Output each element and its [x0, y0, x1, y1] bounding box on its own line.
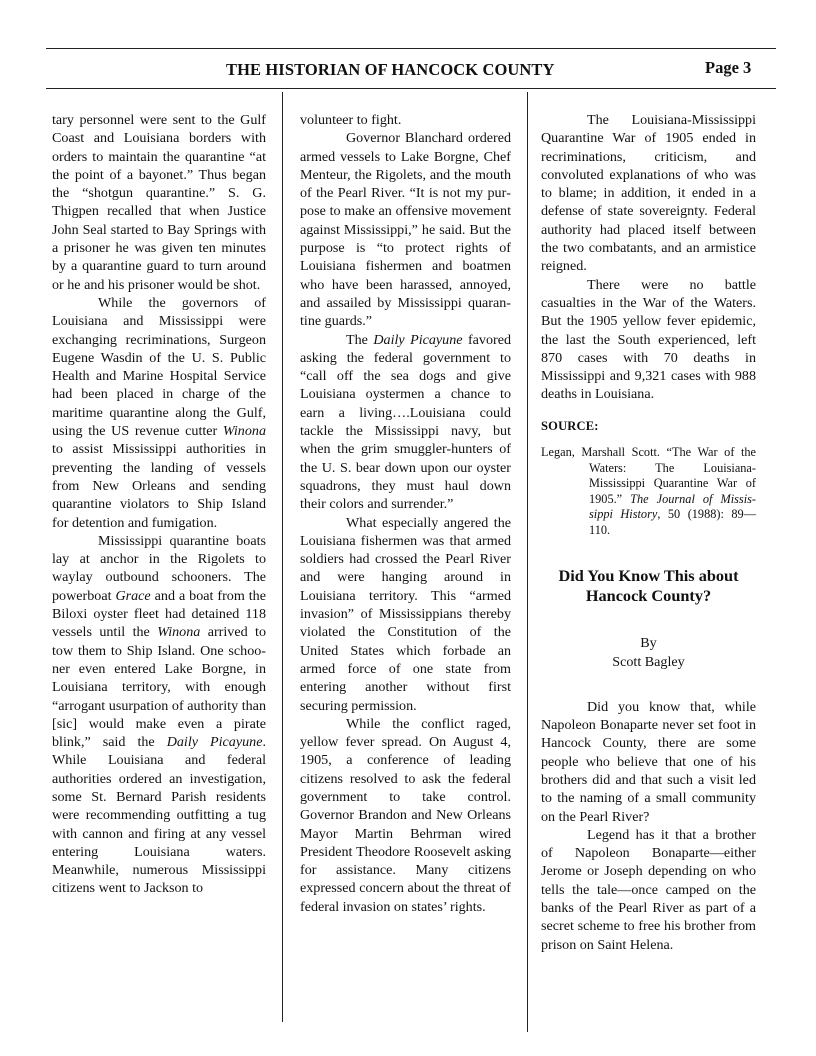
text-run: While the governors of Louisiana and Mississippi were exchanging recriminations, Surgeon Eugene Wasdin of the U. S. Public Health and Marine Hospital Service had been placed in charge of the maritime quarantine along the Gulf, using the US revenue cutter: [52, 294, 266, 440]
text-run: Legan, Marshall Scott. “The War of the Waters: The Louisiana-Mississippi Quarantine War of 1905.”: [541, 445, 756, 506]
paragraph: volunteer to fight.: [300, 112, 402, 128]
paragraph: tary personnel were sent to the Gulf Coast and Louisiana borders with orders to maintain the quarantine “at the point of a bayonet.” Thus began the “shotgun quarantine.” S. G. Thigpen recalled that when Justice John Seal started to Bay Springs with a prisoner he was given ten minutes by a quarantine guard to turn around or he and his prisoner would be shot.: [52, 112, 266, 293]
byline: [541, 634, 756, 671]
article-headline: Did You Know This about Hancock County?: [558, 565, 739, 606]
newspaper-name: Daily Picayune: [166, 734, 263, 751]
paragraph: [52, 294, 266, 532]
column-divider-2: [527, 92, 528, 1032]
paragraph: [52, 532, 266, 898]
paragraph: There were no battle casualties in the War of the Waters. But the 1905 yellow fever epidemic, the last the South experienced, left 870 cases with 70 deaths in Mississippi and 9,321 cases with 988 deaths in Louisiana.: [541, 276, 756, 403]
header-rule-top: [46, 48, 776, 49]
text-run: arrived to tow them to Ship Island. One schooner even entered Lake Borgne, in Louisiana territory, with enough “arrogant usurpation of authority than [sic] would make even a pirate blink,” said the: [52, 624, 267, 751]
masthead-title: THE HISTORIAN OF HANCOCK COUNTY: [226, 60, 555, 79]
text-run: to assist Mississippi authorities in preventing the landing of vessels from New Orleans and sending quarantine violators to Ship Island for detention and fumigation.: [52, 441, 266, 531]
article-column-2: [300, 111, 511, 916]
newspaper-name: Daily Picayune: [373, 331, 463, 348]
paragraph: While the conflict raged, yellow fever spread. On August 4, 1905, a conference of leading citizens resolved to ask the federal government to take control. Governor Brandon and New Orleans Mayor Martin Behrman wired President Theodore Roosevelt asking for assistance. Many citizens expressed concern about the threat of federal invasion on states’ rights.: [300, 715, 511, 915]
byline-by: By: [640, 635, 657, 652]
paragraph: Governor Blanchard ordered armed vessels to Lake Borgne, Chef Menteur, the Rigolets, and the mouth of the Pearl River. “It is not my purpose to make an offensive movement against Mississippi,” he said. But the purpose is “to protect rights of Louisiana fishermen and boatmen who have been harassed, annoyed, and assailed by Mississippi quarantine guards.”: [300, 130, 511, 330]
paragraph: [300, 331, 511, 514]
paragraph: The Louisiana-Mississippi Quarantine War of 1905 ended in recriminations, criticism, and convoluted explanations of who was to blame; in addition, it ended in a defense of state sovereignty. Federal authority had placed itself between the two combatants, and an armistice reigned.: [541, 112, 756, 275]
vessel-name: Grace: [115, 587, 151, 604]
text-run: favored asking the federal government to “call off the sea dogs and give Louisiana oystermen a chance to earn a living….Louisiana could tackle the Mississippi navy, but when the grim smuggler-hunters of the U. S. bear down upon our oyster squadrons, they must haul down their colors and surrender.”: [300, 331, 511, 513]
header-rule-bottom: [46, 88, 776, 89]
byline-author: Scott Bagley: [612, 653, 685, 670]
text-run: Mississippi quarantine boats lay at anchor in the Rigolets to waylay outbound schooners. The powerboat: [52, 532, 266, 604]
vessel-name: Winona: [222, 423, 266, 440]
journal-title: The Journal of Mississippi History: [589, 491, 757, 522]
article-column-1: [52, 111, 266, 898]
source-label: SOURCE:: [541, 418, 599, 433]
paragraph: Did you know that, while Napoleon Bonaparte never set foot in Hancock County, there are some people who believe that one of his brothers did and that such a visit led to the naming of a small community on the Pearl River?: [541, 698, 756, 825]
page-number: Page 3: [705, 58, 752, 77]
text-run: . While Louisiana and federal authorities ordered an investigation, some St. Bernard Parish residents were recommending outfitting a tug with cannon and firing at any vessel entering Louisiana waters. Meanwhile, numerous Mississippi citizens went to Jackson to: [52, 734, 266, 897]
article-column-3: [541, 111, 756, 954]
text-run: and a boat from the Biloxi oyster fleet had detained 118 vessels until the: [52, 587, 266, 641]
column-divider-1: [282, 92, 283, 1022]
vessel-name: Winona: [157, 624, 201, 641]
paragraph: Legend has it that a brother of Napoleon Bonaparte—either Jerome or Joseph depending on who tells the tale—once camped on the banks of the Pearl River as part of a secret scheme to free his brother from prison on Saint Helena.: [541, 826, 756, 953]
text-run: The: [346, 331, 374, 348]
source-citation: [541, 445, 756, 539]
paragraph: What especially angered the Louisiana fishermen was that armed soldiers had crossed the Pearl River and were hanging around in Louisiana territory. This “armed invasion” of Mississippians thereby violated the Constitution of the United States which forbade an armed force of one state from entering another without first securing permission.: [300, 514, 511, 714]
text-run: , 50 (1988): 89—110.: [589, 507, 756, 538]
